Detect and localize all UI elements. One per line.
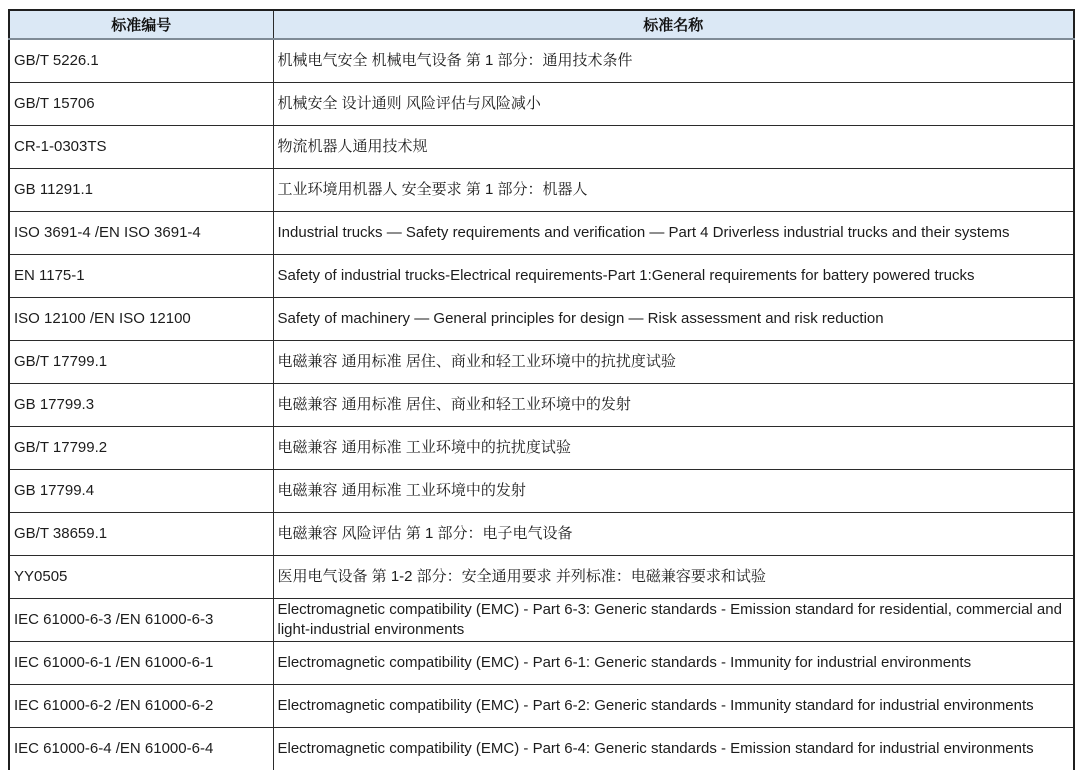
table-row — [9, 169, 1074, 212]
standard-name-cell: 电磁兼容 通用标准 工业环境中的抗扰度试验 — [273, 427, 1074, 470]
table-row — [9, 728, 1074, 770]
standard-name-cell: 物流机器人通用技术规 — [273, 126, 1074, 169]
table-row — [9, 384, 1074, 427]
standard-name-cell: 电磁兼容 通用标准 居住、商业和轻工业环境中的发射 — [273, 384, 1074, 427]
standard-code-cell: GB 17799.4 — [9, 470, 273, 513]
standard-code-cell: GB/T 38659.1 — [9, 513, 273, 556]
standard-code-cell: EN 1175-1 — [9, 255, 273, 298]
table-row — [9, 642, 1074, 685]
standard-code-cell: CR-1-0303TS — [9, 126, 273, 169]
table-row — [9, 126, 1074, 169]
standard-code-cell: GB 17799.3 — [9, 384, 273, 427]
standard-name-cell: Industrial trucks — Safety requirements and verification — Part 4 Driverless industrial trucks and their systems — [273, 212, 1074, 255]
table-row — [9, 599, 1074, 642]
column-header-standard-name: 标准名称 — [273, 10, 1074, 39]
table-row — [9, 513, 1074, 556]
table-row — [9, 470, 1074, 513]
column-header-standard-code: 标准编号 — [9, 10, 273, 39]
standard-name-cell: 电磁兼容 通用标准 工业环境中的发射 — [273, 470, 1074, 513]
standards-table — [8, 9, 1075, 770]
standard-code-cell: GB/T 5226.1 — [9, 39, 273, 83]
standard-code-cell: ISO 12100 /EN ISO 12100 — [9, 298, 273, 341]
standard-name-cell: 机械安全 设计通则 风险评估与风险减小 — [273, 83, 1074, 126]
standard-code-cell: GB/T 17799.2 — [9, 427, 273, 470]
standard-code-cell: IEC 61000-6-3 /EN 61000-6-3 — [9, 599, 273, 642]
table-row — [9, 685, 1074, 728]
standard-code-cell: GB/T 17799.1 — [9, 341, 273, 384]
standards-table-container — [8, 9, 1073, 770]
table-row — [9, 255, 1074, 298]
standard-code-cell: ISO 3691-4 /EN ISO 3691-4 — [9, 212, 273, 255]
table-header — [9, 10, 1074, 39]
table-row — [9, 427, 1074, 470]
standard-name-cell: 电磁兼容 通用标准 居住、商业和轻工业环境中的抗扰度试验 — [273, 341, 1074, 384]
table-row — [9, 212, 1074, 255]
standard-name-cell: Electromagnetic compatibility (EMC) - Part 6-1: Generic standards - Immunity for industrial environments — [273, 642, 1074, 685]
standard-name-cell: Safety of industrial trucks-Electrical requirements-Part 1:General requirements for battery powered trucks — [273, 255, 1074, 298]
table-body — [9, 39, 1074, 770]
standard-code-cell: GB/T 15706 — [9, 83, 273, 126]
standard-code-cell: IEC 61000-6-2 /EN 61000-6-2 — [9, 685, 273, 728]
standard-code-cell: IEC 61000-6-1 /EN 61000-6-1 — [9, 642, 273, 685]
standard-name-cell: Electromagnetic compatibility (EMC) - Part 6-3: Generic standards - Emission standard for residential, commercial and light-industrial environments — [273, 599, 1074, 642]
standard-code-cell: YY0505 — [9, 556, 273, 599]
standard-name-cell: Safety of machinery — General principles for design — Risk assessment and risk reduction — [273, 298, 1074, 341]
table-row — [9, 83, 1074, 126]
standard-name-cell: 机械电气安全 机械电气设备 第 1 部分：通用技术条件 — [273, 39, 1074, 83]
standard-name-cell: Electromagnetic compatibility (EMC) - Part 6-4: Generic standards - Emission standard for industrial environments — [273, 728, 1074, 770]
table-row — [9, 298, 1074, 341]
standard-code-cell: GB 11291.1 — [9, 169, 273, 212]
standard-name-cell: 工业环境用机器人 安全要求 第 1 部分：机器人 — [273, 169, 1074, 212]
standard-name-cell: 医用电气设备 第 1-2 部分：安全通用要求 并列标准：电磁兼容要求和试验 — [273, 556, 1074, 599]
table-row — [9, 556, 1074, 599]
standard-name-cell: 电磁兼容 风险评估 第 1 部分：电子电气设备 — [273, 513, 1074, 556]
header-row — [9, 10, 1074, 39]
table-row — [9, 341, 1074, 384]
table-row — [9, 39, 1074, 83]
standard-code-cell: IEC 61000-6-4 /EN 61000-6-4 — [9, 728, 273, 770]
standard-name-cell: Electromagnetic compatibility (EMC) - Part 6-2: Generic standards - Immunity standard for industrial environments — [273, 685, 1074, 728]
